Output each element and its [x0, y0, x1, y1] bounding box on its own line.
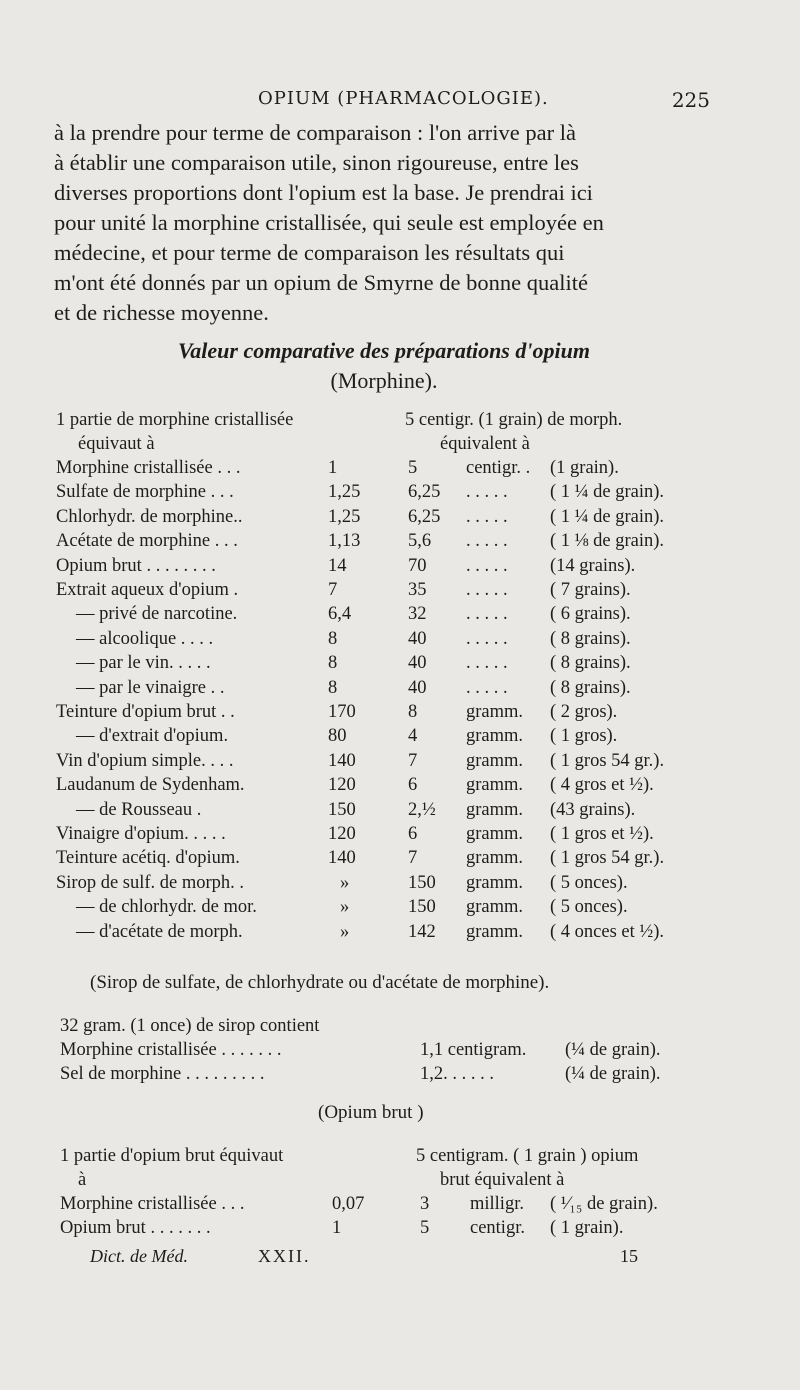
table2-cell-unit: centigr.	[470, 1218, 525, 1238]
table1-cell-amount: 32	[408, 604, 427, 625]
table1-cell-label: Extrait aqueux d'opium .	[56, 580, 239, 600]
table1-cell-unit: gramm.	[466, 750, 524, 771]
table1-cell-amount: 6,25	[408, 506, 441, 527]
table1-row	[0, 653, 800, 677]
table1-cell-equivalent: (14 grains).	[550, 555, 636, 576]
intro-line: diverses proportions dont l'opium est la base. Je prendrai ici	[54, 180, 593, 205]
table1-row	[0, 629, 800, 653]
table2-cell-ratio: 0,07	[332, 1194, 365, 1214]
table1-cell-amount: 5	[408, 458, 418, 478]
table1-head-right-2: équivalent à	[440, 434, 530, 454]
table1-cell-equivalent: ( 1 gros).	[550, 726, 618, 747]
table1-cell-unit: gramm.	[466, 799, 524, 820]
table2-cell-ratio: 1	[332, 1218, 342, 1238]
table1-cell-ratio: 140	[328, 750, 356, 771]
sirop-cell-equivalent: (¼ de grain).	[565, 1064, 661, 1084]
intro-line: et de richesse moyenne.	[54, 300, 269, 325]
table1-cell-label: Vin d'opium simple. . . .	[56, 750, 234, 771]
table1-cell-label: Morphine cristallisée . . .	[56, 458, 241, 478]
table1-cell-ratio: 80	[328, 726, 347, 747]
table1-cell-label: — par le vinaigre . .	[76, 677, 225, 698]
table1-cell-label: — de chlorhydr. de mor.	[76, 897, 257, 918]
table1-cell-ratio: 7	[328, 580, 338, 600]
table1-cell-label: — d'extrait d'opium.	[76, 726, 229, 747]
table1-cell-equivalent: ( 2 gros).	[550, 702, 618, 722]
table1-cell-unit: . . . . .	[466, 653, 508, 674]
table1-cell-ratio: »	[340, 921, 350, 942]
table1-cell-amount: 5,6	[408, 531, 432, 552]
table1-row	[0, 873, 800, 897]
intro-paragraph	[54, 118, 714, 328]
intro-line: m'ont été donnés par un opium de Smyrne de bonne qualité	[54, 270, 588, 295]
table1-cell-ratio: 120	[328, 824, 356, 844]
table1-head-left-2: équivaut à	[78, 434, 155, 454]
page-number: 225	[671, 88, 710, 112]
sirop-note: (Sirop de sulfate, de chlorhydrate ou d'acétate de morphine).	[90, 972, 550, 993]
intro-line: pour unité la morphine cristallisée, qui seule est employée en	[54, 210, 604, 235]
table1-cell-ratio: 150	[328, 799, 356, 820]
running-header	[60, 88, 710, 112]
table1-cell-ratio: 170	[328, 702, 356, 722]
table1-cell-unit: centigr. .	[466, 458, 531, 478]
table1-subtitle: (Morphine).	[330, 368, 438, 393]
table1-row	[0, 897, 800, 921]
table1-cell-label: Teinture d'opium brut . .	[56, 702, 235, 722]
table1-cell-equivalent: (43 grains).	[550, 799, 636, 820]
table1-row	[0, 531, 800, 555]
table1-cell-equivalent: ( 1 ¼ de grain).	[550, 506, 665, 527]
table1-cell-unit: gramm.	[466, 702, 524, 722]
table1-cell-equivalent: ( 4 gros et ½).	[550, 775, 654, 796]
table1-cell-amount: 4	[408, 726, 418, 747]
table1-cell-ratio: 8	[328, 628, 338, 649]
running-title: OPIUM (PHARMACOLOGIE).	[258, 88, 549, 109]
footer-dictionary: Dict. de Méd.	[90, 1246, 188, 1266]
table2-title: (Opium brut )	[318, 1102, 424, 1123]
table1-cell-equivalent: ( 1 gros et ½).	[550, 824, 654, 844]
table1-cell-ratio: 14	[328, 555, 347, 576]
table2-head-left-1: 1 partie d'opium brut équivaut	[60, 1146, 284, 1166]
page-footer	[90, 1246, 650, 1270]
table1-row	[0, 556, 800, 580]
table1-row	[0, 604, 800, 628]
table1-cell-label: Teinture acétiq. d'opium.	[56, 848, 240, 869]
sirop-head: 32 gram. (1 once) de sirop contient	[60, 1016, 320, 1036]
table1-row	[0, 678, 800, 702]
table1-cell-unit: . . . . .	[466, 555, 508, 576]
table1-cell-equivalent: ( 1 ¼ de grain).	[550, 482, 665, 503]
table1-row	[0, 702, 800, 726]
table1-row	[0, 507, 800, 531]
table1-cell-equivalent: ( 8 grains).	[550, 628, 631, 649]
table1-cell-label: Sirop de sulf. de morph. .	[56, 872, 245, 893]
table1-cell-ratio: »	[340, 897, 350, 918]
sirop-cell-amount: 1,2. . . . . .	[420, 1064, 494, 1084]
sirop-cell-label: Morphine cristallisée . . . . . . .	[60, 1040, 282, 1060]
table1-cell-ratio: 140	[328, 848, 356, 869]
table1-row	[0, 580, 800, 604]
sirop-cell-equivalent: (¼ de grain).	[565, 1040, 661, 1060]
table1-cell-equivalent: ( 7 grains).	[550, 580, 631, 600]
intro-line: à établir une comparaison utile, sinon rigoureuse, entre les	[54, 150, 579, 175]
table2-cell-unit: milligr.	[470, 1194, 524, 1214]
table1-cell-label: Laudanum de Sydenham.	[56, 775, 245, 796]
table1-cell-amount: 150	[408, 897, 436, 918]
table1-cell-equivalent: ( 8 grains).	[550, 653, 631, 674]
table1-cell-unit: . . . . .	[466, 677, 508, 698]
intro-line: médecine, et pour terme de comparaison les résultats qui	[54, 240, 565, 265]
table1-cell-ratio: 1	[328, 458, 338, 478]
table1-cell-amount: 2,½	[408, 799, 436, 820]
table2-cell-label: Morphine cristallisée . . .	[60, 1194, 245, 1214]
table2-cell-equivalent: ( 1 grain).	[550, 1218, 624, 1238]
table1-cell-amount: 35	[408, 580, 427, 600]
table2-cell-equivalent: ( ¹⁄₁₅ de grain).	[550, 1194, 658, 1214]
table1-row	[0, 824, 800, 848]
table1-cell-ratio: 1,13	[328, 531, 361, 552]
table1-cell-amount: 6	[408, 775, 418, 796]
table1-cell-amount: 40	[408, 628, 427, 649]
table1-cell-equivalent: ( 1 gros 54 gr.).	[550, 750, 665, 771]
table1-cell-unit: . . . . .	[466, 506, 508, 527]
table1-cell-amount: 142	[408, 921, 436, 942]
table1-cell-amount: 70	[408, 555, 427, 576]
table1-cell-label: — de Rousseau .	[76, 799, 202, 820]
intro-line: à la prendre pour terme de comparaison : l'on arrive par là	[54, 120, 576, 145]
table1-head-right-1: 5 centigr. (1 grain) de morph.	[405, 410, 623, 430]
table1-cell-unit: gramm.	[466, 824, 524, 844]
table1-cell-label: Acétate de morphine . . .	[56, 531, 238, 552]
table2-cell-label: Opium brut . . . . . . .	[60, 1218, 211, 1238]
table1-cell-equivalent: ( 6 grains).	[550, 604, 631, 625]
table1-cell-amount: 150	[408, 872, 436, 893]
table1-cell-unit: . . . . .	[466, 531, 508, 552]
table1-cell-amount: 6,25	[408, 482, 441, 503]
table1-head-left-1: 1 partie de morphine cristallisée	[56, 410, 294, 430]
sirop-cell-amount: 1,1 centigram.	[420, 1040, 527, 1060]
table1-row	[0, 458, 800, 482]
table1-cell-amount: 7	[408, 750, 418, 771]
table2-row	[0, 1194, 800, 1218]
table1-cell-amount: 6	[408, 824, 418, 844]
table1-cell-label: — privé de narcotine.	[76, 604, 238, 625]
table1-cell-equivalent: ( 1 ⅛ de grain).	[550, 531, 665, 552]
table2-row	[0, 1218, 800, 1242]
table1-cell-amount: 40	[408, 677, 427, 698]
table2-head-right-2: brut équivalent à	[440, 1170, 565, 1190]
table1-cell-unit: gramm.	[466, 775, 524, 796]
table1-cell-unit: gramm.	[466, 921, 524, 942]
table1-cell-ratio: 6,4	[328, 604, 352, 625]
table1-cell-label: Chlorhydr. de morphine..	[56, 506, 243, 527]
table1-cell-amount: 40	[408, 653, 427, 674]
table1-row	[0, 482, 800, 506]
table1-cell-label: Opium brut . . . . . . . .	[56, 555, 216, 576]
table1-cell-label: — alcoolique . . . .	[76, 628, 214, 649]
table1-row	[0, 751, 800, 775]
footer-signature: 15	[620, 1246, 638, 1266]
table1-cell-equivalent: ( 1 gros 54 gr.).	[550, 848, 665, 869]
table1-row	[0, 726, 800, 750]
table1-cell-equivalent: ( 5 onces).	[550, 872, 628, 893]
table1-cell-unit: gramm.	[466, 726, 524, 747]
table1-cell-ratio: 1,25	[328, 506, 361, 527]
table1-cell-label: Sulfate de morphine . . .	[56, 482, 234, 503]
table1-title: Valeur comparative des préparations d'opium	[178, 338, 590, 363]
sirop-cell-label: Sel de morphine . . . . . . . . .	[60, 1064, 265, 1084]
table1-cell-ratio: 120	[328, 775, 356, 796]
table1-cell-ratio: »	[340, 872, 350, 893]
table2-head-left-2: à	[78, 1170, 87, 1190]
table1-cell-label: — par le vin. . . . .	[76, 653, 211, 674]
table1-row	[0, 775, 800, 799]
table1-cell-amount: 7	[408, 848, 418, 869]
table1-cell-equivalent: ( 4 onces et ½).	[550, 921, 665, 942]
table1-cell-label: — d'acétate de morph.	[76, 921, 243, 942]
sirop-row	[0, 1064, 800, 1088]
table1-cell-ratio: 8	[328, 653, 338, 674]
sirop-row	[0, 1040, 800, 1064]
table1-cell-label: Vinaigre d'opium. . . . .	[56, 824, 226, 844]
table1-cell-ratio: 1,25	[328, 482, 361, 503]
table1-row	[0, 848, 800, 872]
table2-head-right-1: 5 centigram. ( 1 grain ) opium	[416, 1146, 639, 1166]
footer-volume: XXII.	[258, 1246, 311, 1266]
table1-cell-equivalent: ( 5 onces).	[550, 897, 628, 918]
table1-cell-unit: . . . . .	[466, 628, 508, 649]
table1-row	[0, 922, 800, 946]
table1-cell-unit: gramm.	[466, 848, 524, 869]
table1-cell-ratio: 8	[328, 677, 338, 698]
table1-cell-equivalent: ( 8 grains).	[550, 677, 631, 698]
table2-cell-amount: 3	[420, 1194, 430, 1214]
table1-cell-equivalent: (1 grain).	[550, 458, 619, 478]
table1-row	[0, 800, 800, 824]
table1-cell-amount: 8	[408, 702, 418, 722]
table1-cell-unit: . . . . .	[466, 482, 508, 503]
table1-cell-unit: . . . . .	[466, 604, 508, 625]
table2-cell-amount: 5	[420, 1218, 430, 1238]
table1-cell-unit: . . . . .	[466, 580, 508, 600]
table1-cell-unit: gramm.	[466, 897, 524, 918]
table1-cell-unit: gramm.	[466, 872, 524, 893]
